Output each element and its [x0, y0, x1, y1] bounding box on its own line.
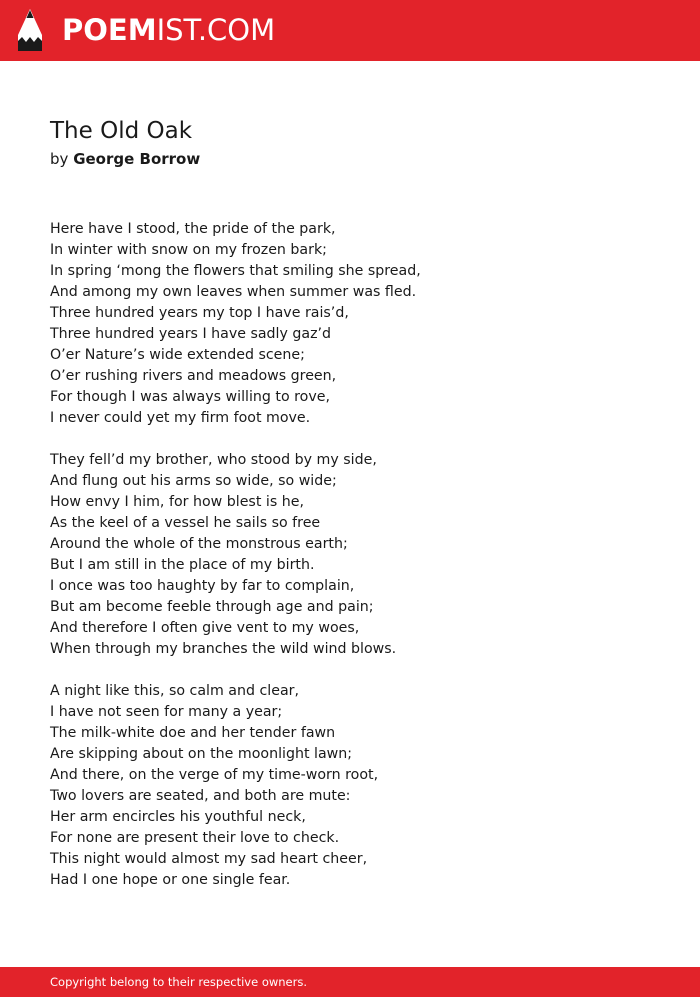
- poem-line: And therefore I often give vent to my woes,: [50, 620, 360, 636]
- poem-line: Around the whole of the monstrous earth;: [50, 536, 348, 552]
- poem-line: In spring ‘mong the flowers that smiling she spread,: [50, 263, 421, 279]
- poem-line: I have not seen for many a year;: [50, 704, 283, 720]
- poem-line: Had I one hope or one single fear.: [50, 872, 291, 888]
- poem-line: And flung out his arms so wide, so wide;: [50, 473, 337, 489]
- poem-line: The milk-white doe and her tender fawn: [50, 725, 336, 741]
- poem-title: The Old Oak: [50, 118, 193, 144]
- poem-line: A night like this, so calm and clear,: [50, 683, 300, 699]
- poem-line: They fell’d my brother, who stood by my side,: [50, 452, 377, 468]
- poem-line: This night would almost my sad heart cheer,: [50, 851, 368, 867]
- poem-line: For though I was always willing to rove,: [50, 389, 331, 405]
- poem-line: Three hundred years I have sadly gaz’d: [50, 326, 332, 342]
- poem-line: Are skipping about on the moonlight lawn;: [50, 746, 353, 762]
- site-header: [0, 0, 700, 61]
- logo-text-light: IST.COM: [156, 13, 276, 47]
- poem-line: As the keel of a vessel he sails so free: [50, 515, 321, 531]
- poem-line: Two lovers are seated, and both are mute:: [50, 788, 351, 804]
- poem-line: And there, on the verge of my time-worn root,: [50, 767, 379, 783]
- poem-line: I once was too haughty by far to complain,: [50, 578, 355, 594]
- poem-stanza: [50, 681, 650, 891]
- poem-line: O’er Nature’s wide extended scene;: [50, 347, 305, 363]
- poem-line: Here have I stood, the pride of the park,: [50, 221, 336, 237]
- poem-line: For none are present their love to check.: [50, 830, 340, 846]
- copyright-text: Copyright belong to their respective owners.: [50, 975, 308, 989]
- by-label: by: [50, 150, 69, 168]
- poem-stanza: [50, 450, 650, 660]
- poem-line: I never could yet my firm foot move.: [50, 410, 311, 426]
- poem-author: George Borrow: [73, 150, 201, 168]
- site-footer: [0, 967, 700, 997]
- logo-text-bold: POEM: [62, 13, 157, 47]
- poem-line: Three hundred years my top I have rais’d,: [50, 305, 349, 321]
- poem-line: Her arm encircles his youthful neck,: [50, 809, 306, 825]
- poem-byline: [50, 148, 200, 170]
- poem-line: And among my own leaves when summer was fled.: [50, 284, 417, 300]
- poem-line: O’er rushing rivers and meadows green,: [50, 368, 337, 384]
- pencil-tip-icon: [18, 9, 42, 51]
- poem-line: But I am still in the place of my birth.: [50, 557, 315, 573]
- poem-line: But am become feeble through age and pain;: [50, 599, 374, 615]
- poem-stanza: [50, 219, 650, 429]
- site-logo[interactable]: [62, 12, 275, 48]
- poem-body: [50, 219, 650, 912]
- poem-line: In winter with snow on my frozen bark;: [50, 242, 327, 258]
- poem-line: How envy I him, for how blest is he,: [50, 494, 304, 510]
- poem-line: When through my branches the wild wind blows.: [50, 641, 397, 657]
